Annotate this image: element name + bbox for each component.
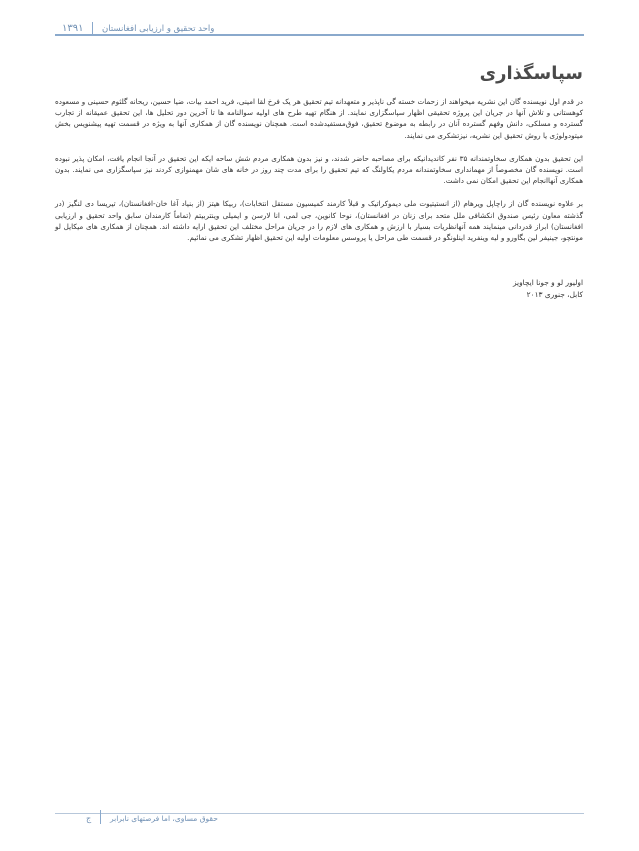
paragraph-3: بر علاوه نویسنده گان از راچاپل ویرهام (از انستیتیوت ملی دیموکراتیک و قبلاً کارمند کمیسیون مستقل انتخابات)، ربیکا هیتز (از بنیاد آغا خان-افغانستان)، تیریسا دی لنگیز (در گذشته معاون رئیس صندوق انکشافی ملل متحد برای زنان در افغانستان)، نوحا کانوین، جی لمی، انا لارسن و ایمیلی وینتربیتم (تماماً کارمندان سابق واحد تحقیق و ارزیابی افغانستان) ابراز قدردانی مینمایند همه آنهانظریات بسیار با ارزش و همکاری های لازم را در جریان مراحل مختلف این تحقیق ارایه داشته اند. همچنان از همکاری های میکایل لو مونتچو، جینیفر لین بگاورو و لیه وینفرید اینلونگو در قسمت طی مراحل یا پروسس معلومات اولیه این تحقیق اظهار تشکری می نمائیم. <box>55 199 583 243</box>
paragraph-2: این تحقیق بدون همکاری سخاوتمندانه ۳۵ نفر کاندیدانیکه برای مصاحبه حاضر شدند، و نیز بدون همکاری مردم شش ساحه ایکه این تحقیق در آنجا انجام یافت، امکان پذیر نبوده است. نویسنده گان مخصوصاً از مهمانداری سخاوتمندانه مردم یکاولنگ که تیم تحقیق را برای مدت چند روز در خانه های شان مهمنوازی کردند نیز سپاسگزاری می نمایند. بدون همکاری آنهاانجام این تحقیق امکان نمی داشت. <box>55 153 583 186</box>
footer-title: حقوق مساوی، اما فرصتهای نابرابر <box>110 814 218 823</box>
page-number: ج <box>86 814 92 823</box>
paragraph-1: در قدم اول نویسنده گان این نشریه میخواهند از زحمات خسته گی ناپذیر و متعهدانه تیم تحقیق هر یک فرخ لقا امینی، فرید احمد بیات، ضیا حسین، ریحانه گلثوم حسینی و مسعوده کوهستانی و تلاش آنها در جریان این پروژه تحقیقی اظهار سپاسگزاری نمایند. از هنگام تهیه طرح های اولیه سوالنامه ها تا آخرین دور تحلیل ها، این تحقیق عمیقانه از تجارب گسترده و مسلکی، دانش وفهم گسترده آنان در رابطه به موضوع تحقیق، فوق‌مستفیدشده است. همچنان نویسنده گان از همکاری آنها به ویژه در قسمت تهیه پیشنویس بخش میتودولوژی یا روش تحقیق این نشریه، نیزتشکری می نمایند. <box>55 97 583 140</box>
header-title: واحد تحقیق و ارزیابی افغانستان <box>102 24 215 34</box>
signature-place-date: کابل، جنوری ۲۰۱۳ <box>526 289 583 299</box>
header-year: ۱۳۹۱ <box>62 23 84 34</box>
main-content <box>55 62 583 300</box>
signature-block <box>55 277 583 300</box>
header-separator <box>92 22 93 34</box>
page-title: سپاسگذاری <box>479 63 583 84</box>
header-rule <box>55 34 584 36</box>
signature-names: اولیور لو و جونا ایچاویز <box>512 278 583 288</box>
footer-separator <box>100 810 101 824</box>
